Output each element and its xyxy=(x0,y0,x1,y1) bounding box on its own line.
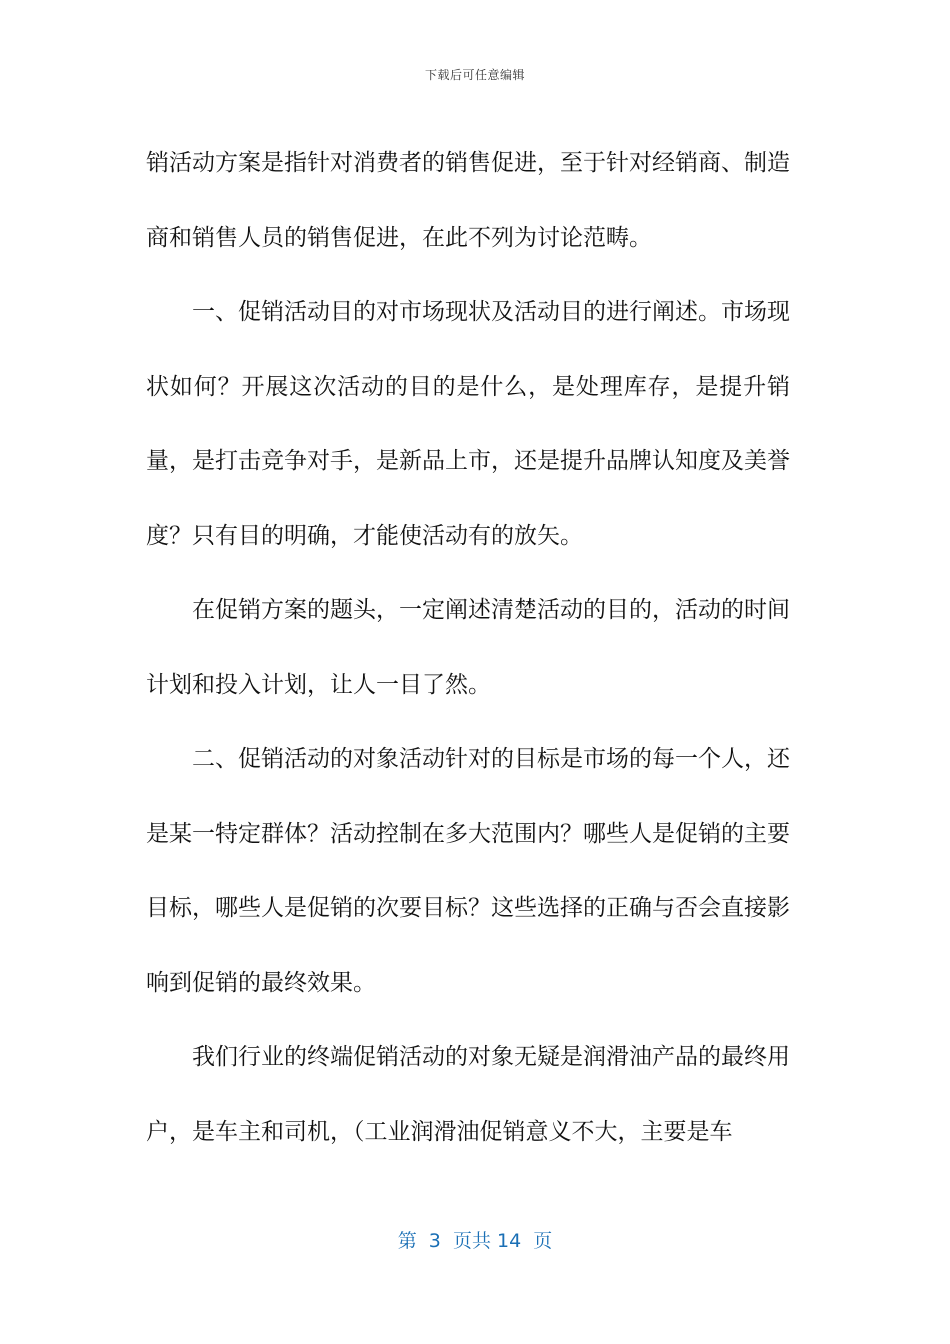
paragraph-continued: 销活动方案是指针对消费者的销售促进，至于针对经销商、制造商和销售人员的销售促进，在此不列为讨论范畴。 xyxy=(146,150,790,251)
paragraph-target-audience: 我们行业的终端促销活动的对象无疑是润滑油产品的最终用户，是车主和司机，（工业润滑油促销意义不大，主要是车 xyxy=(146,1044,790,1145)
paragraph-plan-heading: 在促销方案的题头，一定阐述清楚活动的目的，活动的时间计划和投入计划，让人一目了然。 xyxy=(146,597,790,698)
body-text xyxy=(146,126,790,1169)
paragraph-section-two: 二、促销活动的对象活动针对的目标是市场的每一个人，还是某一特定群体？活动控制在多大范围内？哪些人是促销的主要目标，哪些人是促销的次要目标？这些选择的正确与否会直接影响到促销的最终效果。 xyxy=(146,746,790,996)
paragraph-section-one: 一、促销活动目的对市场现状及活动目的进行阐述。市场现状如何？开展这次活动的目的是什么，是处理库存，是提升销量，是打击竞争对手，是新品上市，还是提升品牌认知度及美誉度？只有目的明确，才能使活动有的放矢。 xyxy=(146,299,790,549)
page-number-footer: 第 3 页共 14 页 xyxy=(397,1230,553,1252)
header-note: 下载后可任意编辑 xyxy=(424,68,525,82)
